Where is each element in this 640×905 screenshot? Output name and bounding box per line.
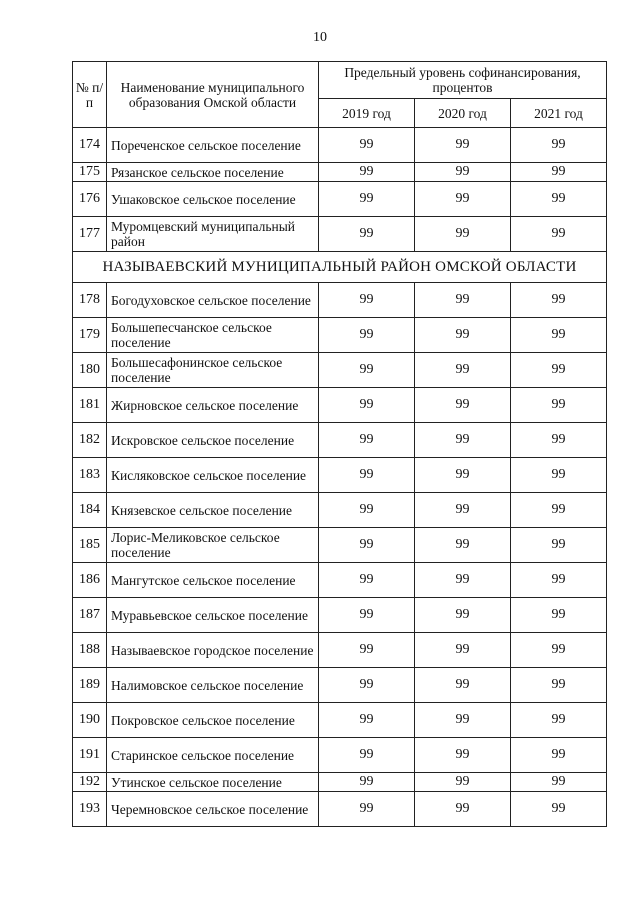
table-row bbox=[73, 318, 607, 353]
value-2019: 99 bbox=[319, 792, 415, 827]
table-row bbox=[73, 353, 607, 388]
row-name: Князевское сельское поселение bbox=[107, 493, 319, 528]
row-num: 188 bbox=[73, 633, 107, 668]
row-num: 190 bbox=[73, 703, 107, 738]
table-row bbox=[73, 563, 607, 598]
row-num: 178 bbox=[73, 283, 107, 318]
value-2019: 99 bbox=[319, 633, 415, 668]
row-name: Муромцевский муниципальный район bbox=[107, 217, 319, 252]
row-name: Старинское сельское поселение bbox=[107, 738, 319, 773]
row-num: 174 bbox=[73, 128, 107, 163]
row-name: Утинское сельское поселение bbox=[107, 773, 319, 792]
table-row bbox=[73, 598, 607, 633]
row-num: 180 bbox=[73, 353, 107, 388]
table-row bbox=[73, 792, 607, 827]
row-name: Кисляковское сельское поселение bbox=[107, 458, 319, 493]
value-2021: 99 bbox=[511, 423, 607, 458]
header-year-2019: 2019 год bbox=[319, 99, 415, 128]
value-2020: 99 bbox=[415, 353, 511, 388]
row-name: Ушаковское сельское поселение bbox=[107, 182, 319, 217]
value-2021: 99 bbox=[511, 128, 607, 163]
value-2021: 99 bbox=[511, 528, 607, 563]
row-name: Богодуховское сельское поселение bbox=[107, 283, 319, 318]
value-2020: 99 bbox=[415, 633, 511, 668]
table-row bbox=[73, 773, 607, 792]
row-name: Пореченское сельское поселение bbox=[107, 128, 319, 163]
row-num: 175 bbox=[73, 163, 107, 182]
row-name: Муравьевское сельское поселение bbox=[107, 598, 319, 633]
row-name: Жирновское сельское поселение bbox=[107, 388, 319, 423]
header-year-2020: 2020 год bbox=[415, 99, 511, 128]
value-2021: 99 bbox=[511, 217, 607, 252]
row-name: Налимовское сельское поселение bbox=[107, 668, 319, 703]
value-2019: 99 bbox=[319, 283, 415, 318]
section-row bbox=[73, 252, 607, 283]
value-2020: 99 bbox=[415, 182, 511, 217]
value-2020: 99 bbox=[415, 668, 511, 703]
row-name: Рязанское сельское поселение bbox=[107, 163, 319, 182]
row-name: Черемновское сельское поселение bbox=[107, 792, 319, 827]
value-2019: 99 bbox=[319, 598, 415, 633]
value-2019: 99 bbox=[319, 493, 415, 528]
row-num: 184 bbox=[73, 493, 107, 528]
value-2021: 99 bbox=[511, 318, 607, 353]
value-2019: 99 bbox=[319, 668, 415, 703]
value-2019: 99 bbox=[319, 458, 415, 493]
value-2020: 99 bbox=[415, 458, 511, 493]
value-2020: 99 bbox=[415, 738, 511, 773]
table-row bbox=[73, 182, 607, 217]
value-2019: 99 bbox=[319, 423, 415, 458]
row-num: 191 bbox=[73, 738, 107, 773]
value-2021: 99 bbox=[511, 792, 607, 827]
value-2021: 99 bbox=[511, 163, 607, 182]
table-row bbox=[73, 423, 607, 458]
value-2020: 99 bbox=[415, 792, 511, 827]
row-num: 193 bbox=[73, 792, 107, 827]
value-2020: 99 bbox=[415, 318, 511, 353]
row-num: 187 bbox=[73, 598, 107, 633]
value-2019: 99 bbox=[319, 563, 415, 598]
value-2021: 99 bbox=[511, 388, 607, 423]
value-2021: 99 bbox=[511, 353, 607, 388]
header-cofinancing-level: Предельный уровень софинансирования, процентов bbox=[319, 62, 607, 99]
table-row bbox=[73, 703, 607, 738]
table-row bbox=[73, 633, 607, 668]
header-year-2021: 2021 год bbox=[511, 99, 607, 128]
row-num: 179 bbox=[73, 318, 107, 353]
value-2021: 99 bbox=[511, 283, 607, 318]
value-2020: 99 bbox=[415, 528, 511, 563]
page-number: 10 bbox=[313, 30, 327, 45]
row-num: 177 bbox=[73, 217, 107, 252]
row-num: 186 bbox=[73, 563, 107, 598]
row-name: Лорис-Меликовское сельское поселение bbox=[107, 528, 319, 563]
value-2021: 99 bbox=[511, 458, 607, 493]
table-row bbox=[73, 283, 607, 318]
value-2020: 99 bbox=[415, 493, 511, 528]
value-2021: 99 bbox=[511, 563, 607, 598]
table-row bbox=[73, 388, 607, 423]
header-num: № п/п bbox=[73, 62, 107, 128]
cofinancing-table bbox=[72, 61, 607, 827]
value-2021: 99 bbox=[511, 633, 607, 668]
value-2019: 99 bbox=[319, 128, 415, 163]
row-num: 185 bbox=[73, 528, 107, 563]
row-name: Называевское городское поселение bbox=[107, 633, 319, 668]
row-name: Искровское сельское поселение bbox=[107, 423, 319, 458]
row-name: Большепесчанское сельское поселение bbox=[107, 318, 319, 353]
row-num: 182 bbox=[73, 423, 107, 458]
row-name: Покровское сельское поселение bbox=[107, 703, 319, 738]
section-title: НАЗЫВАЕВСКИЙ МУНИЦИПАЛЬНЫЙ РАЙОН ОМСКОЙ ОБЛАСТИ bbox=[73, 252, 607, 283]
row-name: Большесафонинское сельское поселение bbox=[107, 353, 319, 388]
row-name: Мангутское сельское поселение bbox=[107, 563, 319, 598]
value-2021: 99 bbox=[511, 773, 607, 792]
table-row bbox=[73, 668, 607, 703]
value-2021: 99 bbox=[511, 703, 607, 738]
table-row bbox=[73, 528, 607, 563]
value-2019: 99 bbox=[319, 182, 415, 217]
table-row bbox=[73, 217, 607, 252]
value-2020: 99 bbox=[415, 283, 511, 318]
row-num: 183 bbox=[73, 458, 107, 493]
value-2019: 99 bbox=[319, 528, 415, 563]
value-2019: 99 bbox=[319, 163, 415, 182]
value-2020: 99 bbox=[415, 563, 511, 598]
row-num: 189 bbox=[73, 668, 107, 703]
value-2019: 99 bbox=[319, 703, 415, 738]
header-name: Наименование муниципального образования Омской области bbox=[107, 62, 319, 128]
value-2021: 99 bbox=[511, 738, 607, 773]
value-2020: 99 bbox=[415, 423, 511, 458]
row-num: 181 bbox=[73, 388, 107, 423]
row-num: 192 bbox=[73, 773, 107, 792]
value-2019: 99 bbox=[319, 773, 415, 792]
value-2020: 99 bbox=[415, 388, 511, 423]
value-2020: 99 bbox=[415, 703, 511, 738]
value-2019: 99 bbox=[319, 738, 415, 773]
value-2021: 99 bbox=[511, 668, 607, 703]
value-2019: 99 bbox=[319, 388, 415, 423]
value-2021: 99 bbox=[511, 493, 607, 528]
table-row bbox=[73, 738, 607, 773]
value-2019: 99 bbox=[319, 353, 415, 388]
table-row bbox=[73, 163, 607, 182]
value-2021: 99 bbox=[511, 598, 607, 633]
value-2020: 99 bbox=[415, 773, 511, 792]
value-2020: 99 bbox=[415, 217, 511, 252]
table-row bbox=[73, 458, 607, 493]
table-row bbox=[73, 493, 607, 528]
table-row bbox=[73, 128, 607, 163]
row-num: 176 bbox=[73, 182, 107, 217]
value-2021: 99 bbox=[511, 182, 607, 217]
value-2019: 99 bbox=[319, 217, 415, 252]
value-2019: 99 bbox=[319, 318, 415, 353]
value-2020: 99 bbox=[415, 598, 511, 633]
value-2020: 99 bbox=[415, 128, 511, 163]
value-2020: 99 bbox=[415, 163, 511, 182]
